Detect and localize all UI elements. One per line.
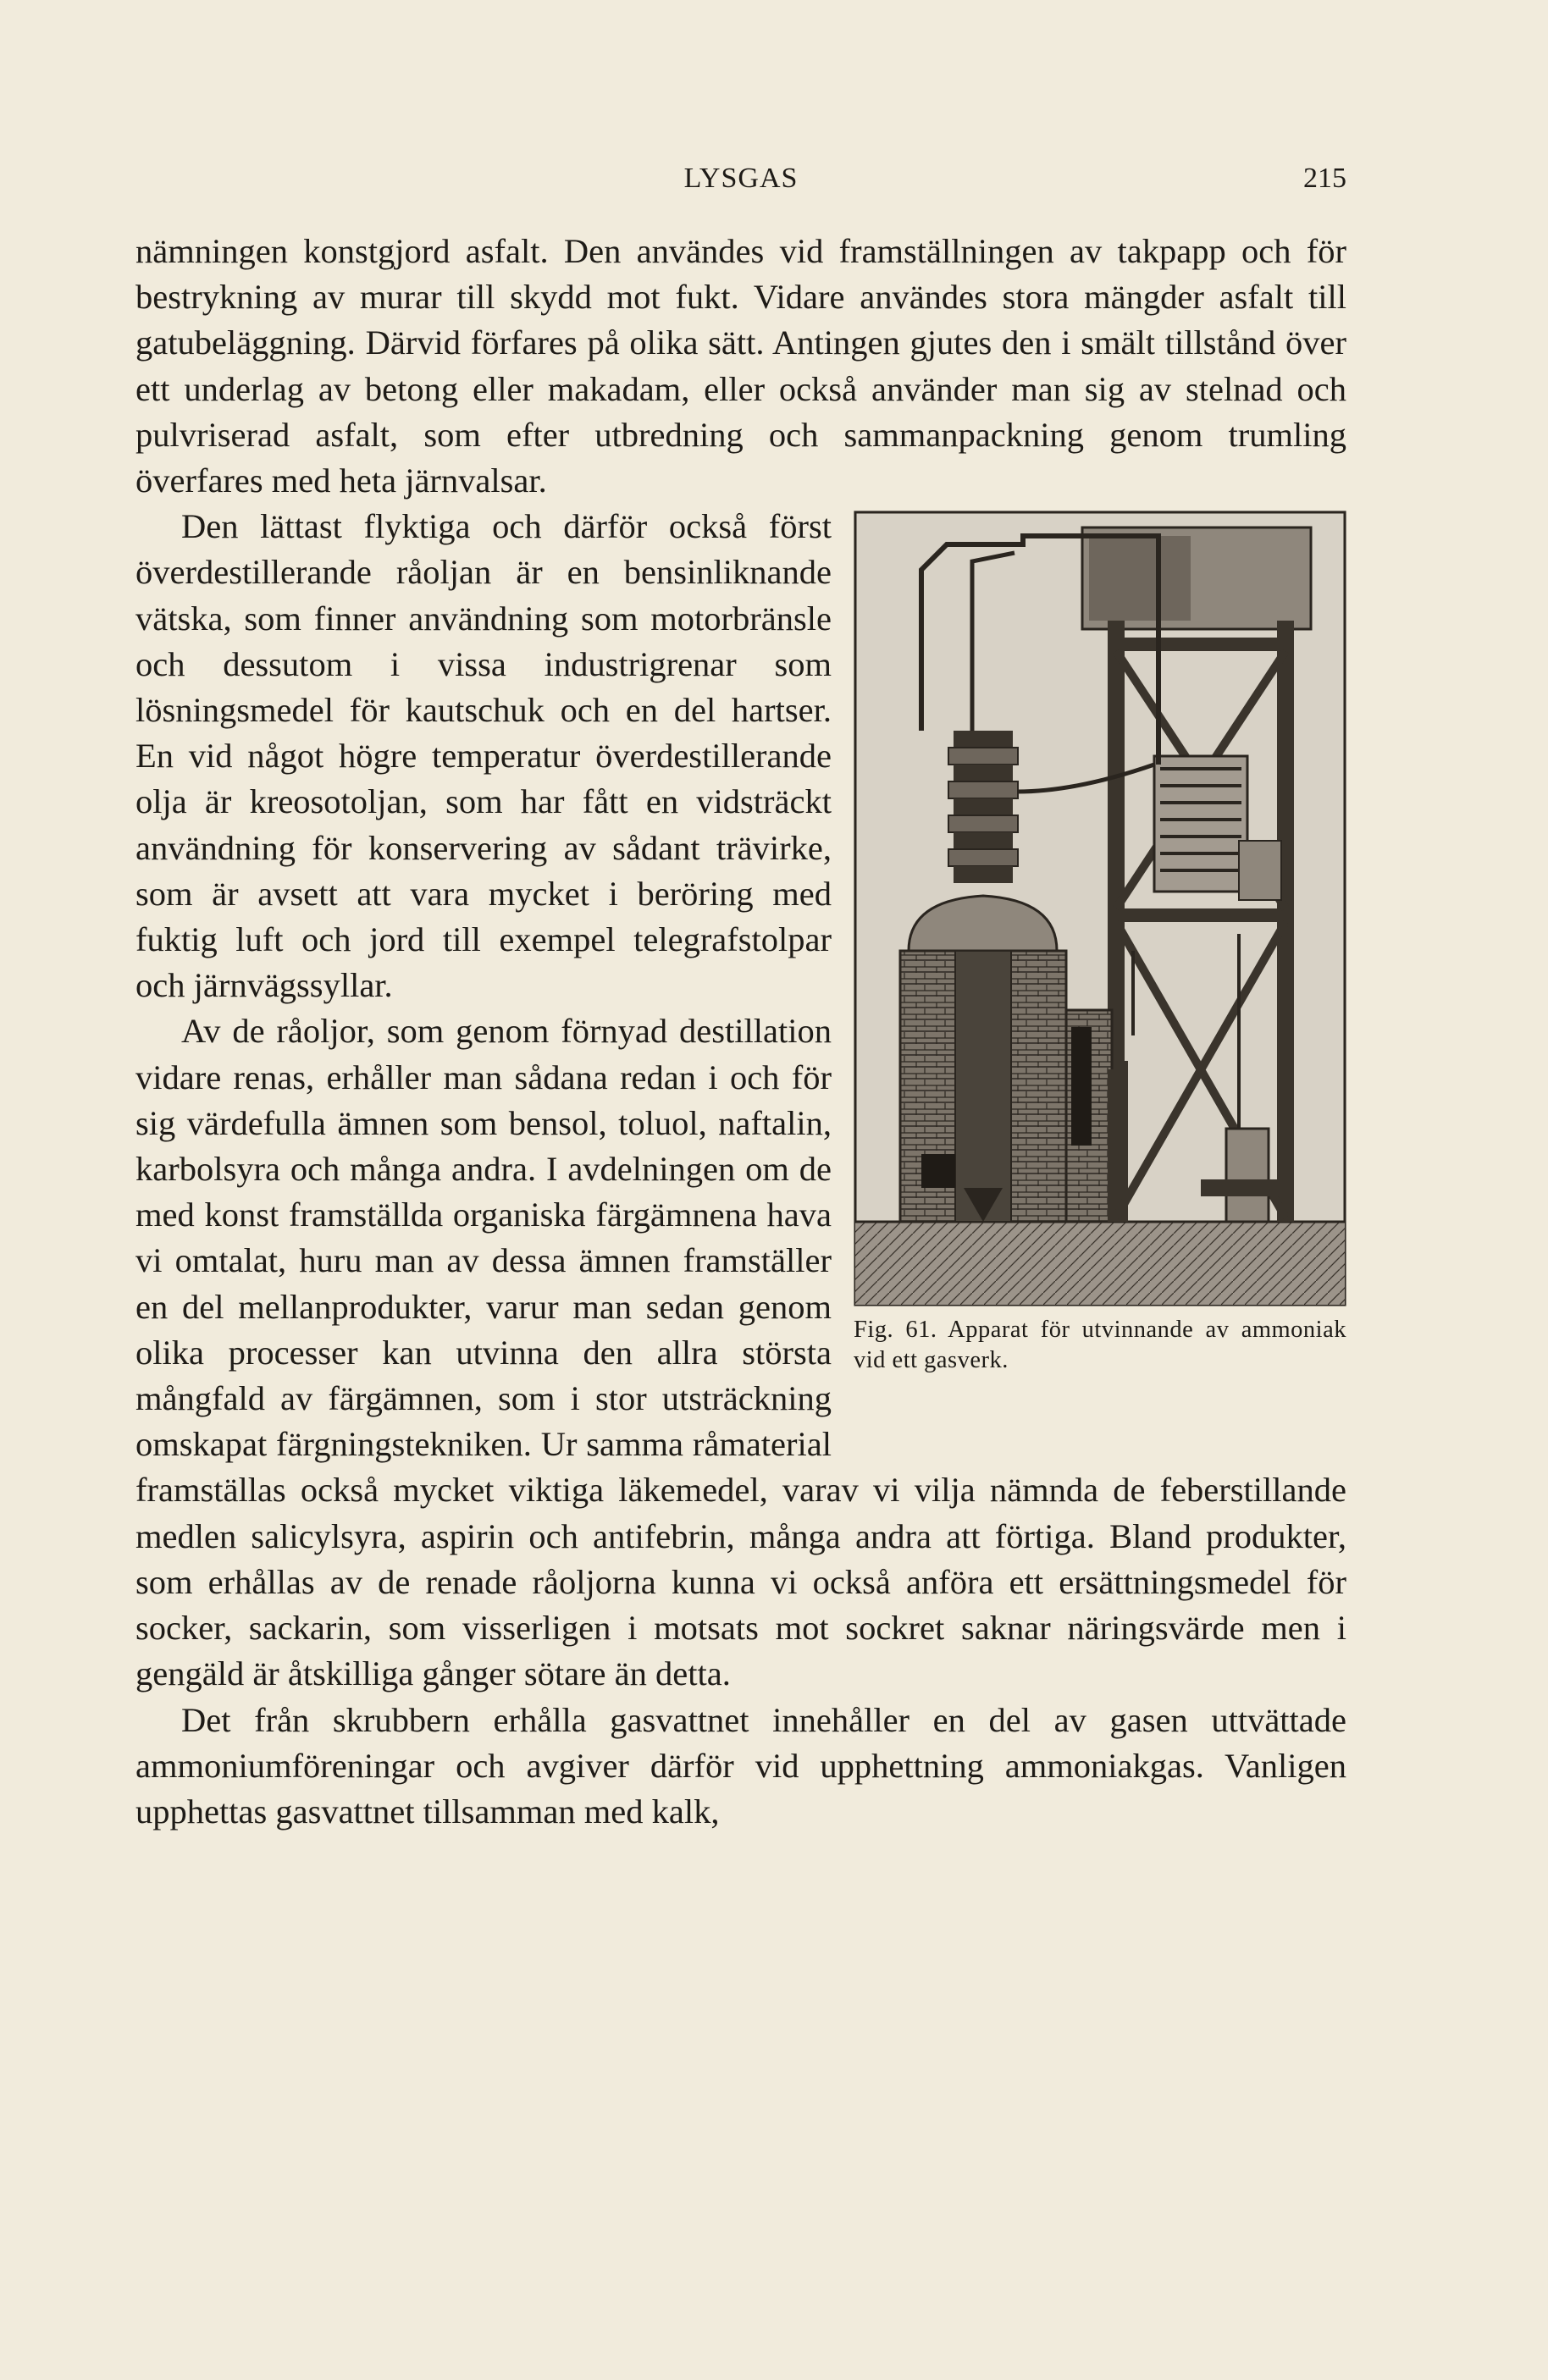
figure-caption: Fig. 61. Apparat för utvinnande av ammoniak vid ett gasverk. <box>854 1317 1346 1374</box>
page-number: 215 <box>1303 163 1346 194</box>
figure-61 <box>854 511 1346 1425</box>
apparatus-illustration <box>854 511 1346 1306</box>
running-head <box>135 163 1346 205</box>
paragraph-1: nämningen konstgjord asfalt. Den användes vid framställningen av takpapp och för bestrykning av murar till skydd mot fukt. Vidare användes stora mängder asfalt till gatubeläggning. Därvid förfares på olika sätt. Antingen gjutes den i smält tillstånd över ett underlag av betong eller makadam, eller också använder man sig av stelnad och pulvriserad asfalt, som efter utbredning och sammanpackning genom trumling överfares med heta järnvalsar. <box>135 232 1346 500</box>
running-title: LYSGAS <box>683 163 799 194</box>
paragraph-4: Det från skrubbern erhålla gasvattnet innehåller en del av gasen uttvättade ammoniumföreningar och avgiver därför vid upphettning ammoniakgas. Vanligen upphettas gasvattnet tillsamman med kalk, <box>135 1700 1346 1831</box>
paragraph-3: Av de råoljor, som genom förnyad destillation vidare renas, erhåller man sådana redan i och för sig värdefulla ämnen som bensol, toluol, naftalin, karbolsyra och många andra. I avdelningen om de med konst framställda organiska färgämnena hava vi omtalat, huru man av dessa ämnen framställer en del mellanprodukter, varur man sedan genom olika processer kan utvinna den allra största mångfald av färgämnen, som i stor utsträckning omskapat färgningstekniken. Ur samma råmaterial framställas också mycket viktiga läkemedel, varav vi vilja nämnda de feberstillande medlen salicylsyra, aspirin och antifebrin, många andra att förtiga. Bland produkter, som erhållas av de renade råoljorna kunna vi också anföra ett ersättningsmedel för socker, sackarin, som visserligen i motsats mot sockret saknar näringsvärde men i gengäld är åtskilliga gånger sötare än detta. <box>135 1012 1346 1693</box>
paragraph-2: Den lättast flyktiga och därför också först överdestillerande råoljan är en bensinliknande vätska, som finner användning som motorbränsle och dessutom i vissa industrigrenar som lösningsmedel för kautschuk och en del hartser. En vid något högre temperatur överdestillerande olja är kreosotoljan, som har fått en vidsträckt användning för konservering av sådant trävirke, som är avsett att vara mycket i beröring med fuktig luft och jord till exempel telegrafstolpar och järnvägssyllar. <box>135 507 832 1005</box>
body-text <box>135 229 1346 1835</box>
